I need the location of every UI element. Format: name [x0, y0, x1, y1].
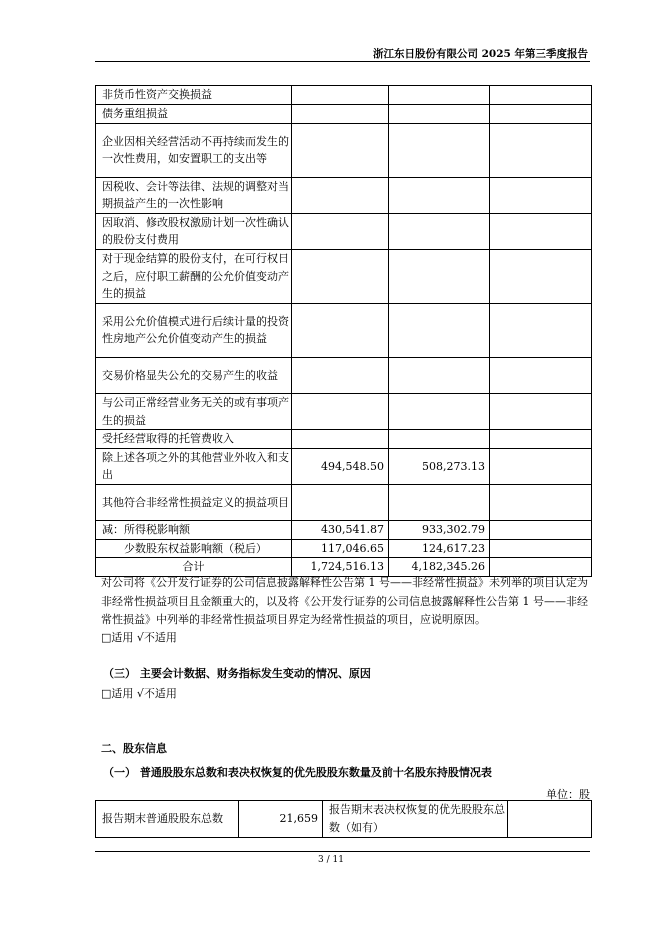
- common-shareholders-value: 21,659: [239, 801, 323, 838]
- table-row: [96, 213, 592, 249]
- preferred-shareholders-label: 报告期末表决权恢复的优先股股东总数（如有）: [323, 801, 508, 838]
- row-value-v1: [292, 105, 389, 124]
- row-label: 与公司正常经营业务无关的或有事项产生的损益: [96, 393, 292, 429]
- row-label: 除上述各项之外的其他营业外收入和支出: [96, 448, 292, 484]
- row-value-v2: 4,182,345.26: [389, 558, 490, 577]
- table-row: [96, 105, 592, 124]
- row-value-v3: [490, 357, 592, 393]
- row-value-v3: [490, 86, 592, 105]
- table-row: [96, 539, 592, 558]
- row-label: 债务重组损益: [96, 105, 292, 124]
- disclosure-note: 对公司将《公开发行证券的公司信息披露解释性公告第 1 号——非经常性损益》未列举的项目认定为非经常性损益项目且金额重大的，以及将《公开发行证券的公司信息披露解释性公告第 1 号——非经常性损益》中列举的非经常性损益项目界定为经常性损益的项目，应说明原因。: [101, 576, 588, 626]
- header-divider: [95, 61, 590, 62]
- row-value-v1: [292, 393, 389, 429]
- non-recurring-gains-table: [95, 85, 592, 577]
- row-value-v1: [292, 123, 389, 177]
- table-row: [96, 393, 592, 429]
- note-applicability: □适用 √不适用: [101, 631, 177, 644]
- row-value-v1: 117,046.65: [292, 539, 389, 558]
- row-label: 采用公允价值模式进行后续计量的投资性房地产公允价值变动产生的损益: [96, 303, 292, 357]
- table-row: [96, 86, 592, 105]
- row-value-v2: 508,273.13: [389, 448, 490, 484]
- row-label: 少数股东权益影响额（税后）: [96, 539, 292, 558]
- table-row: [96, 357, 592, 393]
- shareholder-count-table: [95, 800, 592, 838]
- row-value-v1: [292, 303, 389, 357]
- common-shareholders-label: 报告期末普通股股东总数: [96, 801, 239, 838]
- row-value-v1: 1,724,516.13: [292, 558, 389, 577]
- row-value-v3: [490, 539, 592, 558]
- table-row: [96, 303, 592, 357]
- row-value-v3: [490, 177, 592, 213]
- row-value-v1: [292, 86, 389, 105]
- row-value-v1: [292, 213, 389, 249]
- row-label: 交易价格显失公允的交易产生的收益: [96, 357, 292, 393]
- row-value-v2: [389, 123, 490, 177]
- row-value-v1: [292, 249, 389, 303]
- row-value-v2: [389, 249, 490, 303]
- row-value-v3: [490, 448, 592, 484]
- page-number: 3 / 11: [318, 855, 344, 865]
- row-value-v2: [389, 86, 490, 105]
- row-value-v1: 430,541.87: [292, 520, 389, 539]
- row-value-v3: [490, 484, 592, 520]
- table-row: [96, 448, 592, 484]
- row-value-v3: [490, 249, 592, 303]
- row-value-v3: [490, 430, 592, 449]
- row-value-v1: [292, 357, 389, 393]
- row-value-v2: [389, 430, 490, 449]
- row-value-v1: [292, 430, 389, 449]
- row-label: 对于现金结算的股份支付，在可行权日之后，应付职工薪酬的公允价值变动产生的损益: [96, 249, 292, 303]
- row-value-v2: [389, 303, 490, 357]
- row-label: 减：所得税影响额: [96, 520, 292, 539]
- row-label: 非货币性资产交换损益: [96, 86, 292, 105]
- table-row: [96, 520, 592, 539]
- row-label: 因税收、会计等法律、法规的调整对当期损益产生的一次性影响: [96, 177, 292, 213]
- section-3-applicability: □适用 √不适用: [101, 687, 177, 700]
- footer-divider: [95, 851, 590, 852]
- row-value-v2: [389, 213, 490, 249]
- row-value-v3: [490, 105, 592, 124]
- row-value-v2: [389, 393, 490, 429]
- table-row: [96, 484, 592, 520]
- row-value-v2: 124,617.23: [389, 539, 490, 558]
- table-row: [96, 123, 592, 177]
- preferred-shareholders-value: [508, 801, 592, 838]
- row-value-v3: [490, 213, 592, 249]
- row-label: 合计: [96, 558, 292, 577]
- row-value-v2: [389, 105, 490, 124]
- row-value-v1: 494,548.50: [292, 448, 389, 484]
- row-value-v2: [389, 484, 490, 520]
- section-3-heading: （三） 主要会计数据、财务指标发生变动的情况、原因: [103, 667, 371, 680]
- table-row: [96, 430, 592, 449]
- row-label: 因取消、修改股权激励计划一次性确认的股份支付费用: [96, 213, 292, 249]
- row-value-v3: [490, 393, 592, 429]
- row-value-v2: [389, 357, 490, 393]
- row-label: 企业因相关经营活动不再持续而发生的一次性费用，如安置职工的支出等: [96, 123, 292, 177]
- shareholder-table-heading: （一） 普通股股东总数和表决权恢复的优先股股东数量及前十名股东持股情况表: [103, 766, 492, 779]
- row-label: 受托经营取得的托管费收入: [96, 430, 292, 449]
- row-value-v3: [490, 123, 592, 177]
- row-value-v3: [490, 303, 592, 357]
- table-row: [96, 249, 592, 303]
- row-value-v1: [292, 484, 389, 520]
- row-value-v2: 933,302.79: [389, 520, 490, 539]
- table-row: [96, 177, 592, 213]
- page-header: 浙江东日股份有限公司 2025 年第三季度报告: [372, 48, 588, 60]
- unit-label: 单位：股: [546, 788, 590, 801]
- row-value-v1: [292, 177, 389, 213]
- shareholder-info-heading: 二、股东信息: [101, 742, 167, 755]
- row-value-v2: [389, 177, 490, 213]
- row-label: 其他符合非经常性损益定义的损益项目: [96, 484, 292, 520]
- row-value-v3: [490, 520, 592, 539]
